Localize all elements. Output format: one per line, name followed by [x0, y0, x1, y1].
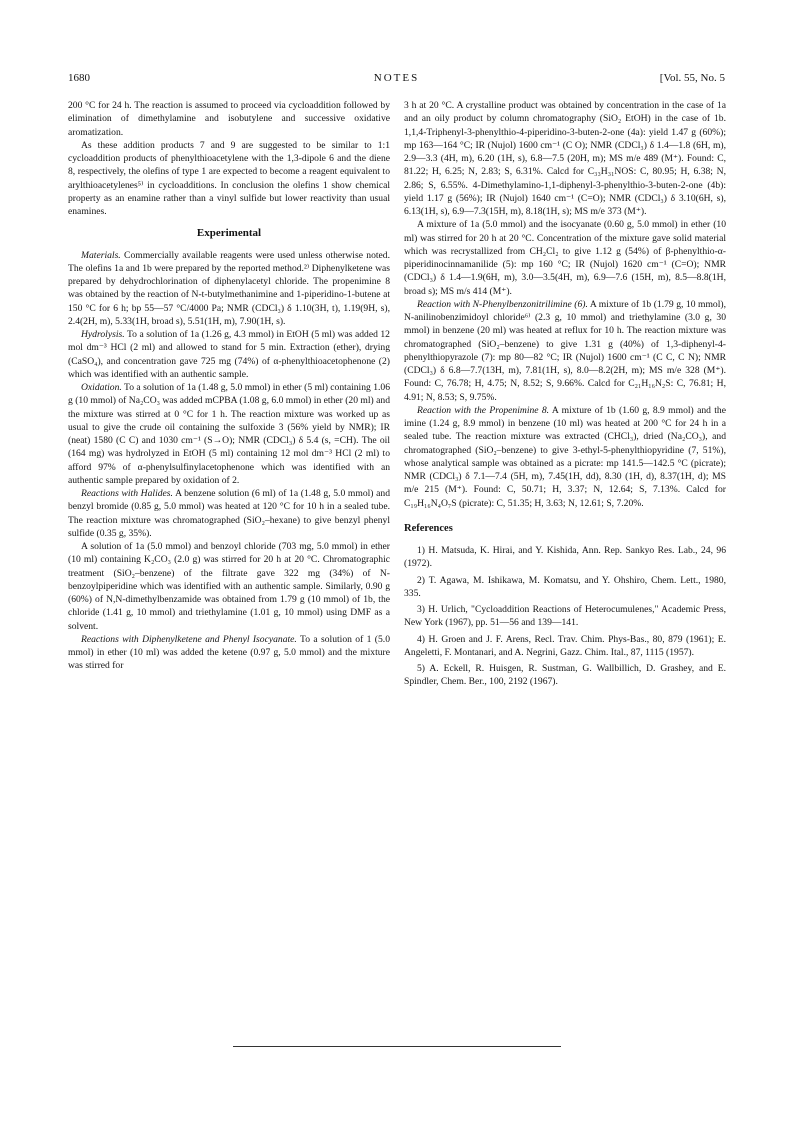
reference-item: 4) H. Groen and J. F. Arens, Recl. Trav. Chim. Phys-Bas., 80, 879 (1961); E. Angeletti, F. Montanari, and A. Negrini, Gazz. Chim. Ital., 87, 1115 (1957).: [404, 633, 726, 658]
paragraph: 200 °C for 24 h. The reaction is assumed to proceed via cycloaddition followed by elimination of dimethylamine and isobutylene and successive oxidative aromatization.: [68, 100, 390, 138]
reference-item: 3) H. Urlich, "Cycloaddition Reactions of Heterocumulenes," Academic Press, New York (1967), pp. 51—56 and 139—141.: [404, 604, 726, 629]
paragraph: As these addition products 7 and 9 are suggested to be similar to 1:1 cycloaddition products of phenylthioacetylene with the 1,3-dipole 6 and the diene 8, respectively, the olefins of type 1 are expected to become a reagent equivalent to arylthioacetylenes⁵⁾ in cycloadditions. In conclusion the olefins 1 show chemical property as an enamine rather than a vinyl sulfide but lower reactivity than usual enamines.: [68, 139, 390, 217]
run-in-heading: Hydrolysis.: [81, 329, 125, 340]
paragraph-text: To a solution of 1a (1.26 g, 4.3 mmol) in EtOH (5 ml) was added 12 mol dm⁻³ HCl (2 ml) and allowed to stand for 5 min. Extraction (ether), drying (CaSO₄), and concentration gave 725 mg (74%) of α-phenylthioacetophenone (2) which was identified with an authentic sample.: [68, 329, 390, 380]
paragraph-halides: [68, 487, 390, 540]
paragraph-text: A mixture of 1b (1.79 g, 10 mmol), N-anilinobenzimidoyl chloride⁶⁾ (2.3 g, 10 mmol) and triethylamine (3.0 g, 30 mmol) in benzene (20 ml) was heated at reflux for 10 h. The reaction mixture was chromatographed (SiO₂–benzene) to give 1.31 g (40%) of 1,3-diphenyl-4-phenylthiopyrazole (7): mp 80—82 °C; IR (Nujol) 1600 cm⁻¹ (C C, C N); NMR (CDCl₃) δ 6.8—7.7(13H, m), 7.81(1H, s), 8.0—8.2(2H, m); MS m/e 328 (M⁺). Found: C, 76.78; H, 4.75; N, 8.52; S, 9.66%. Calcd for C₂₁H₁₆N₂S: C, 76.81; H, 4.91; N, 8.53; S, 9.75%.: [404, 298, 726, 403]
run-in-heading: Reaction with the Propenimine 8.: [417, 404, 550, 416]
reference-item: 5) A. Eckell, R. Huisgen, R. Sustman, G. Wallbillich, D. Grashey, and E. Spindler, Chem. Ber., 100, 2192 (1967).: [404, 663, 726, 688]
paragraph-text: A mixture of 1b (1.60 g, 8.9 mmol) and the imine (1.24 g, 8.9 mmol) in benzene (10 ml) was heated at 200 °C for 24 h in a sealed tube. The reaction mixture was extracted (CHCl₃), dried (Na₂CO₃), and chromatographed (SiO₂–benzene) to give 3-ethyl-5-phenylthiopyridine (7, 51%), whose analytical sample was obtained as a picrate: mp 141.5—142.5 °C (picrate); NMR (CDCl₃) δ 7.1—7.4 (5H, m), 7.45(1H, dd), 8.30 (1H, d), 8.37(1H, d); MS m/e 215 (M⁺). Found: C, 50.71; H, 3.37; N, 12.64; S, 7.13%. Calcd for C₁₉H₁₆N₄O₇S (picrate): C, 51.35; H, 3.63; N, 12.61; S, 7.20%.: [404, 404, 726, 509]
run-in-heading: Materials.: [81, 249, 121, 261]
paragraph: A mixture of 1a (5.0 mmol) and the isocyanate (0.60 g, 5.0 mmol) in ether (10 ml) was stirred for 20 h at 20 °C. Concentration of the mixture gave solid material which was recrystallized from CH₂Cl₂ to give 1.12 g (54%) of β-phenylthio-α-piperidinocinnamanilide (5): mp 160 °C; IR (Nujol) 1620 cm⁻¹ (C=O); NMR (CDCl₃) δ 1.4—1.9(6H, m), 3.0—3.5(4H, m), 6.9—7.6 (15H, m), 8.5—8.8(1H, broad s); MS m/s 414 (M⁺).: [404, 219, 726, 297]
page-header: [68, 72, 725, 88]
paragraph-materials: [68, 249, 390, 329]
left-column: [68, 99, 390, 673]
section-heading-experimental: Experimental: [196, 227, 262, 240]
paragraph: A solution of 1a (5.0 mmol) and benzoyl chloride (703 mg, 5.0 mmol) in ether (10 ml) containing K₂CO₃ (2.0 g) was stirred for 20 h at 20 °C. Chromatographic treatment (SiO₂–benzene) of the filtrate gave 322 mg (34%) of N-benzoylpiperidine which was identified with an authentic sample. Similarly, 0.90 g (60%) of N,N-dimethylbenzamide was obtained from 1.79 g (10 mmol) of 1b, the chloride (1.41 g, 10 mmol) and triethylamine (1.01 g, 10 mmol) using DMF as a solvent.: [68, 541, 390, 632]
paragraph-oxidation: [68, 381, 390, 487]
reference-item: 2) T. Agawa, M. Ishikawa, M. Komatsu, and Y. Ohshiro, Chem. Lett., 1980, 335.: [404, 574, 726, 599]
end-rule: [233, 1046, 561, 1047]
run-in-heading: Reactions with Diphenylketene and Phenyl Isocyanate.: [81, 633, 297, 645]
running-title: NOTES: [373, 72, 420, 84]
paragraph-text: Commercially available reagents were used unless otherwise noted. The olefins 1a and 1b were prepared by the reported method.²⁾ Diphenylketene was prepared by dehydrochlorination of diphenylacetyl chloride. The propeniminе 8 was obtained by the reaction of N-t-butylmethanimine and 1-piperidino-1-butene at 150 °C for 6 h; bp 55—57 °C/4000 Pa; NMR (CDCl₃) δ 1.10(3H, t), 1.19(9H, s), 2.4(2H, m), 5.33(1H, broad s), 5.51(1H, m), 7.90(1H, s).: [68, 249, 390, 327]
paragraph-text: To a solution of 1 (5.0 mmol) in ether (10 ml) was added the ketene (0.97 g, 5.0 mmol) and the mixture was stirred for: [68, 633, 390, 672]
page-number: 1680: [68, 72, 90, 84]
paragraph-nitrilimine: [404, 298, 726, 404]
paragraph-text: To a solution of 1a (1.48 g, 5.0 mmol) in ether (5 ml) containing 1.06 g (10 mmol) of Na₂CO₃ was added mCPBA (1.08 g, 6.0 mmol) in ether (20 ml) and the mixture was stirred at 0 °C for 1 h. The reaction mixture was worked up as usual to give the crude oil containing the sulfoxide 3 (56% yield by NMR); IR (neat) 1580 (C C) and 1030 cm⁻¹ (S→O); NMR (CDCl₃) δ 5.4 (s, =CH). The oil (164 mg) was hydrolyzed in EtOH (5 ml) containing 12 mol dm⁻³ HCl (2 ml) to afford 97% of α-phenylsulfinylacetophenone which was identified with an authentic sample prepared by oxidation of 2.: [68, 382, 390, 486]
paragraph-hydrolysis: [68, 328, 390, 381]
paragraph-propenimine: [404, 404, 726, 510]
right-column: [404, 99, 726, 689]
reference-item: 1) H. Matsuda, K. Hirai, and Y. Kishida, Ann. Rep. Sankyo Res. Lab., 24, 96 (1972).: [404, 545, 726, 570]
paragraph-ketene: [68, 633, 390, 673]
paragraph: 3 h at 20 °C. A crystalline product was obtained by concentration in the case of 1a and an oily product by column chromatography (SiO₂ EtOH) in the case of 1b. 1,1,4-Triphenyl-3-phenylthio-4-piperidino-3-buten-2-one (4a): yield 1.47 g (60%); mp 163—164 °C; IR (Nujol) 1600 cm⁻¹ (C O); NMR (CDCl₃) δ 1.4—1.8 (6H, m), 2.9—3.3 (4H, m), 6.20 (1H, s), 6.8—7.5 (20H, m); MS m/e 489 (M⁺). Found: C, 81.22; H, 6.25; N, 2.83; S, 6.31%. Calcd for C₃₃H₃₁NOS: C, 80.95; H, 6.38; N, 2.86; S, 6.55%. 4-Dimethylamino-1,1-diphenyl-3-phenylthio-3-buten-2-one (4b): yield 1.17 g (56%); IR (Nujol) 1640 cm⁻¹ (C=O); NMR (CDCl₃) δ 3.10(6H, s), 6.13(1H, s), 6.9—7.3(15H, m), 8.18(1H, s); MS m/e 373 (M⁺).: [404, 100, 726, 217]
paragraph-text: A benzene solution (6 ml) of 1a (1.48 g, 5.0 mmol) and benzyl bromide (0.85 g, 5.0 mmol) was heated at 120 °C for 10 h in a sealed tube. The reaction mixture was chromatographed (SiO₂–hexane) to give benzyl phenyl sulfide (0.35 g, 35%).: [68, 488, 390, 539]
run-in-heading: Reactions with Halides.: [81, 488, 173, 499]
run-in-heading: Reaction with N-Phenylbenzonitrilimine (6).: [417, 298, 588, 310]
references-heading: References: [404, 522, 453, 534]
run-in-heading: Oxidation.: [81, 382, 122, 393]
volume-info: [Vol. 55, No. 5: [659, 72, 725, 84]
